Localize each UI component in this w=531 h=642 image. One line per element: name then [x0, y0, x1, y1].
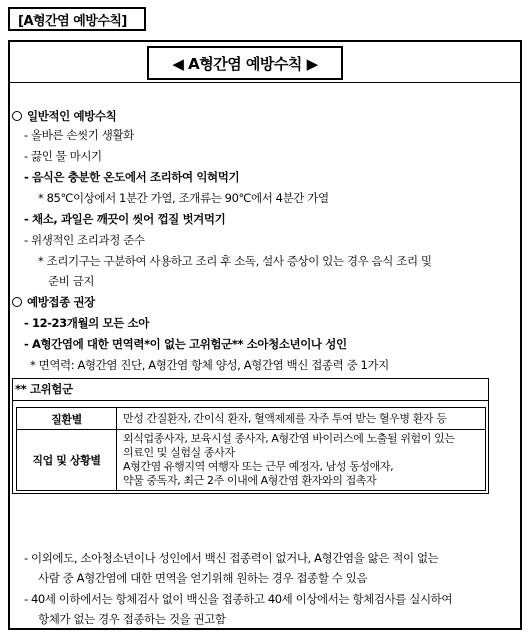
vaccine-heading-text: 예방접종 권장 — [27, 295, 95, 309]
note-line: - 이외에도, 소아청소년이나 성인에서 백신 접종력이 없거나, A형간염을 앓은 적이 없는 — [24, 551, 439, 565]
note-line: - 40세 이하에서는 항체검사 없이 백신을 접종하고 40세 이상에서는 항체검사를 실시하여 — [24, 592, 453, 606]
risk-group-table — [16, 407, 486, 491]
vaccine-item: - 12-23개월의 모든 소아 — [24, 316, 149, 330]
general-heading-text: 일반적인 예방수칙 — [27, 109, 117, 123]
general-note: * 조리기구는 구분하여 사용하고 조리 후 소독, 설사 증상이 있는 경우 음식 조리 및 — [38, 254, 432, 268]
frame-title: ◀ A형간염 예방수칙 ▶ — [147, 46, 343, 80]
row-label: 질환별 — [17, 408, 117, 430]
general-note: * 85℃이상에서 1분간 가열, 조개류는 90℃에서 4분간 가열 — [38, 191, 329, 205]
risk-group-box — [12, 378, 489, 494]
title-divider — [10, 82, 520, 83]
vaccine-item: - A형간염에 대한 면역력*이 없는 고위험군** 소아청소년이나 성인 — [24, 337, 347, 351]
row-value-line: A형간염 유행지역 여행자 또는 근무 예정자, 남성 동성애자, — [123, 460, 394, 473]
circle-bullet-icon — [12, 111, 22, 121]
note-line: 사람 중 A형간염에 대한 면역을 얻기위해 원하는 경우 접종할 수 있음 — [38, 571, 368, 585]
general-item: - 채소, 과일은 깨끗이 씻어 껍질 벗겨먹기 — [24, 212, 226, 226]
vaccine-note: * 면역력: A형간염 진단, A형간염 항체 양성, A형간염 백신 접종력 중 1가지 — [30, 358, 389, 372]
row-label: 직업 및 상황별 — [17, 430, 117, 491]
row-value-line: 약물 중독자, 최근 2주 이내에 A형간염 환자와의 접촉자 — [123, 474, 377, 487]
row-value-line: 만성 간질환자, 간이식 환자, 혈액제제를 자주 투여 받는 혈우병 환자 등 — [123, 411, 447, 425]
general-item: - 음식은 충분한 온도에서 조리하여 익혀먹기 — [24, 170, 240, 184]
section-header — [8, 7, 146, 31]
row-value — [117, 408, 486, 430]
general-item: - 끓인 물 마시기 — [24, 149, 102, 163]
section-header-label: [A형간염 예방수칙] — [18, 13, 127, 29]
guideline-frame — [8, 40, 522, 630]
row-value — [117, 430, 486, 491]
general-note-cont: 준비 금지 — [48, 274, 95, 288]
general-heading — [12, 108, 116, 124]
general-item: - 위생적인 조리과정 준수 — [24, 233, 145, 247]
general-item: - 올바른 손씻기 생활화 — [24, 128, 134, 142]
note-line: 항체가 없는 경우 접종하는 것을 권고함 — [38, 612, 226, 626]
table-row — [17, 430, 486, 491]
risk-group-title: ** 고위험군 — [13, 379, 488, 401]
row-value-line: 의료인 및 실험실 종사자 — [123, 446, 235, 459]
frame-title-row — [10, 42, 520, 84]
row-value-line: 외식업종사자, 보육시설 종사자, A형간염 바이러스에 노출될 위험이 있는 — [123, 432, 455, 445]
vaccine-heading — [12, 294, 95, 310]
table-row — [17, 408, 486, 430]
circle-bullet-icon — [12, 297, 22, 307]
